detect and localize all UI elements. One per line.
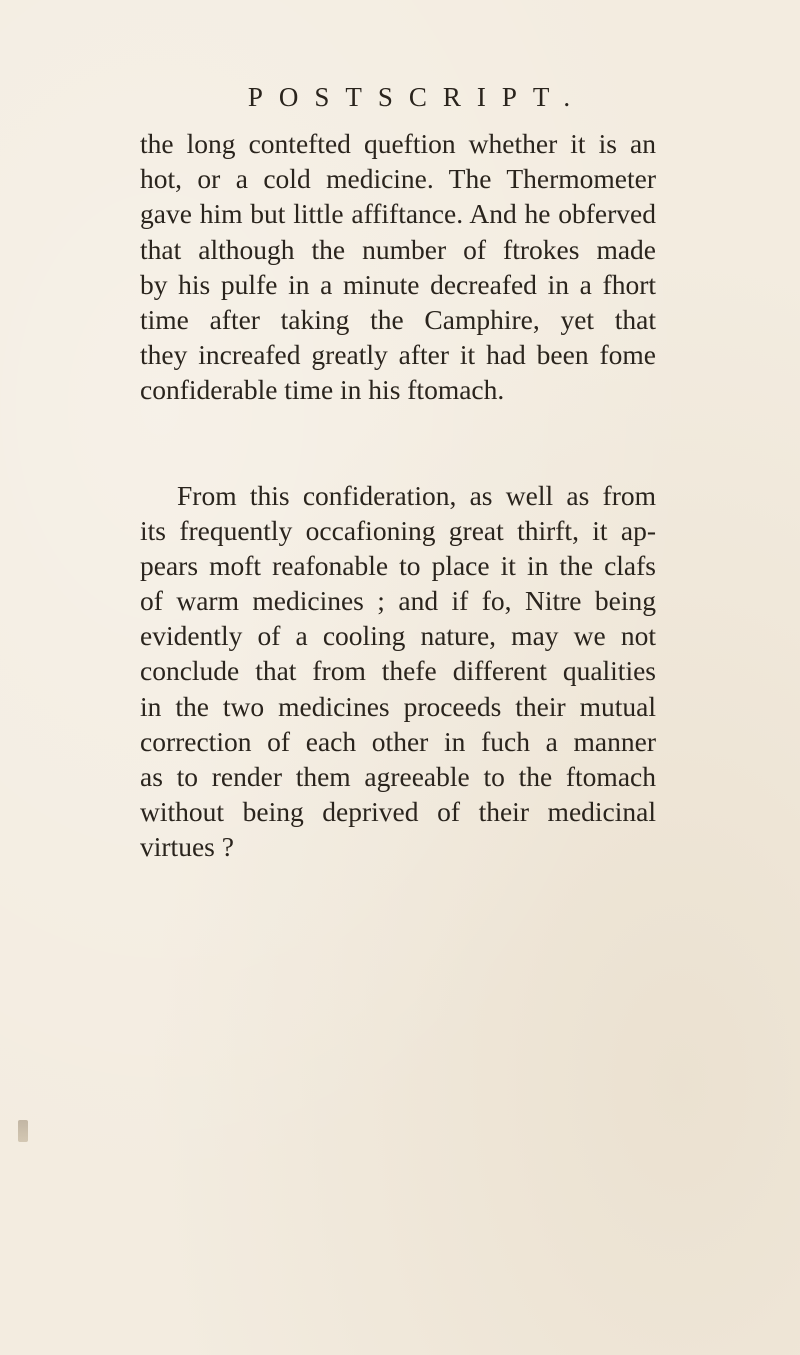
text-line: the long contefted queftion whether it is an	[140, 128, 656, 159]
text-line: conclude that from thefe different qualities	[140, 655, 656, 687]
text-line: hot, or a cold medicine. The Thermometer	[140, 163, 656, 195]
body-text	[140, 126, 656, 865]
text-line: virtues ?	[140, 831, 234, 863]
text-line: From this confideration, as well as from	[177, 479, 656, 511]
paragraph-gap	[140, 408, 656, 478]
text-line: gave him but little affiftance. And he obferved	[140, 198, 656, 230]
text-line: evidently of a cooling nature, may we not	[140, 620, 656, 652]
text-line: in the two medicines proceeds their mutual	[140, 690, 656, 722]
text-line: they increafed greatly after it had been fome	[140, 339, 656, 371]
paragraph	[140, 478, 656, 865]
text-line: its frequently occafioning great thirft, it ap-	[140, 514, 656, 546]
margin-stain	[18, 1120, 28, 1142]
running-head: POSTSCRIPT.	[247, 82, 587, 112]
text-line: that although the number of ftrokes made	[140, 233, 656, 265]
text-line: as to render them agreeable to the ftomach	[140, 761, 656, 792]
text-line: by his pulfe in a minute decreafed in a fhort	[140, 268, 656, 300]
text-line: of warm medicines ; and if fo, Nitre being	[140, 585, 656, 617]
paragraph	[140, 126, 656, 408]
text-line: confiderable time in his ftomach.	[140, 374, 505, 406]
text-line: time after taking the Camphire, yet that	[140, 303, 656, 335]
text-line: correction of each other in fuch a manner	[140, 725, 656, 757]
text-line: pears moft reafonable to place it in the clafs	[140, 549, 656, 581]
text-line: without being deprived of their medicinal	[140, 796, 656, 828]
